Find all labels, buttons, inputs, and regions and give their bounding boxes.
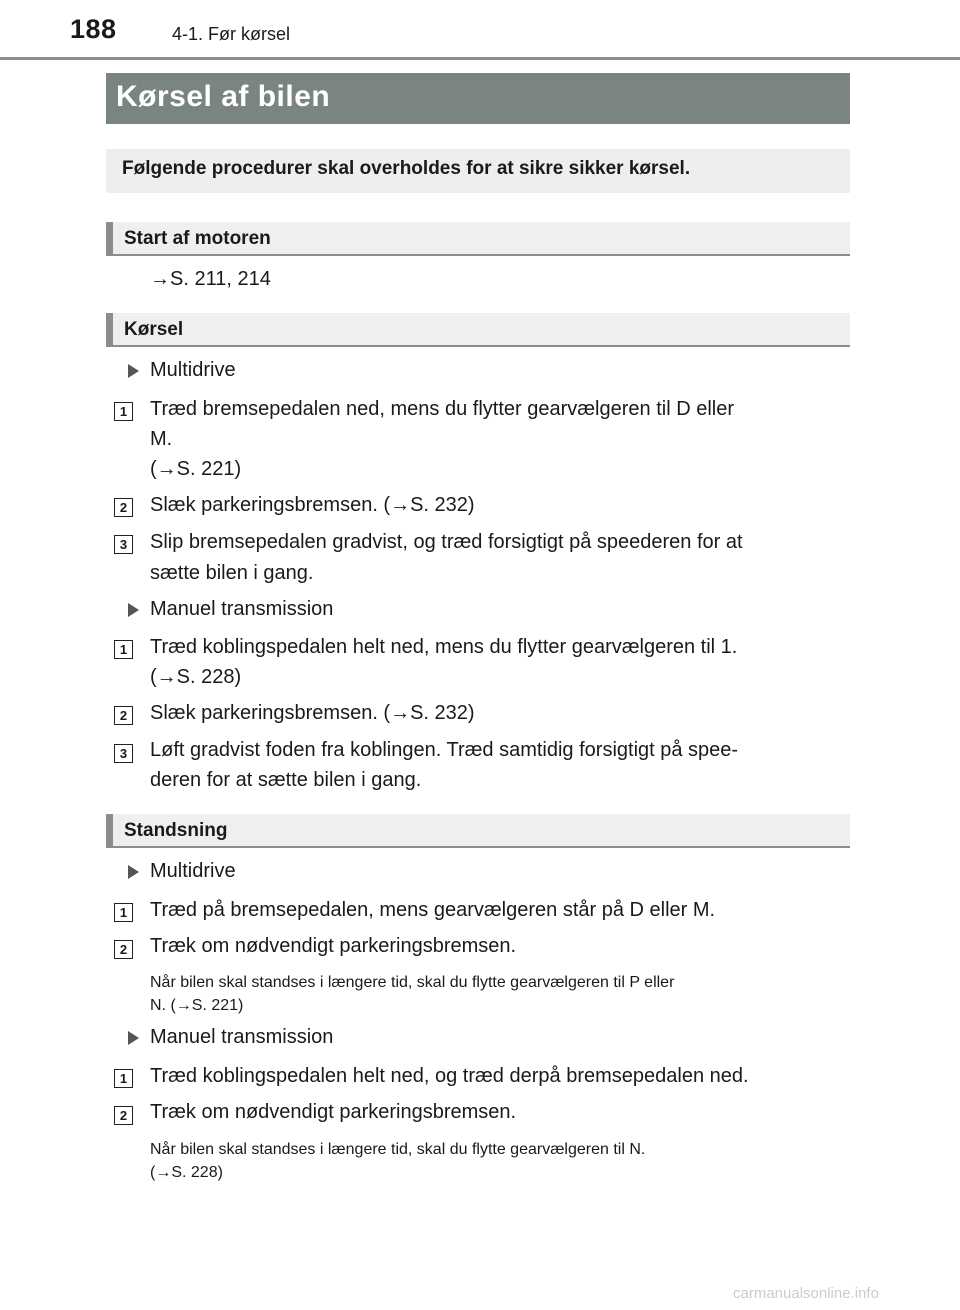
section-title-start: Start af motoren bbox=[124, 228, 271, 249]
chapter-breadcrumb: 4-1. Før kørsel bbox=[172, 24, 291, 44]
step-text: Slæk parkeringsbremsen. (→S. 232) bbox=[150, 494, 475, 516]
step-number: 3 bbox=[114, 535, 133, 554]
watermark: carmanualsonline.info bbox=[733, 1285, 879, 1302]
intro-box bbox=[106, 149, 850, 193]
step-text: Træd på bremsepedalen, mens gearvælgeren står på D eller M. bbox=[150, 899, 716, 921]
start-page-reference: →S. 211, 214 bbox=[150, 268, 271, 290]
step-text-continued: deren for at sætte bilen i gang. bbox=[150, 769, 422, 791]
step-number: 2 bbox=[114, 940, 133, 959]
step-number: 3 bbox=[114, 744, 133, 763]
section-title-driving: Kørsel bbox=[124, 319, 184, 340]
intro-text: Følgende procedurer skal overholdes for at sikre sikker kørsel. bbox=[122, 158, 691, 179]
step-number: 1 bbox=[114, 402, 133, 421]
subheading-multidrive: Multidrive bbox=[150, 359, 236, 381]
step-text-continued: sætte bilen i gang. bbox=[150, 562, 314, 584]
subheading-manual: Manuel transmission bbox=[150, 1026, 334, 1048]
step-number: 1 bbox=[114, 1069, 133, 1088]
step-text: Træd koblingspedalen helt ned, mens du flytter gearvælgeren til 1. bbox=[150, 636, 738, 658]
step-text: Løft gradvist foden fra koblingen. Træd samtidig forsigtigt på spee- bbox=[150, 739, 739, 761]
section-heading-start bbox=[106, 222, 850, 256]
step-text: Træd koblingspedalen helt ned, og træd derpå bremsepedalen ned. bbox=[150, 1065, 749, 1087]
section-marker bbox=[106, 814, 113, 846]
step-text-continued: M. bbox=[150, 428, 173, 450]
note-text: Når bilen skal standses i længere tid, skal du flytte gearvælgeren til N. bbox=[150, 1141, 646, 1158]
page-title: Kørsel af bilen bbox=[116, 80, 331, 113]
section-title-stopping: Standsning bbox=[124, 820, 228, 841]
step-number: 1 bbox=[114, 903, 133, 922]
section-marker bbox=[106, 222, 113, 254]
step-number: 1 bbox=[114, 640, 133, 659]
step-text: Slæk parkeringsbremsen. (→S. 232) bbox=[150, 702, 475, 724]
page-title-banner bbox=[106, 73, 850, 124]
subheading-multidrive: Multidrive bbox=[150, 860, 236, 882]
section-marker bbox=[106, 313, 113, 345]
note-text: Når bilen skal standses i længere tid, skal du flytte gearvælgeren til P eller bbox=[150, 974, 675, 991]
triangle-bullet-icon bbox=[128, 603, 139, 617]
step-number: 2 bbox=[114, 706, 133, 725]
step-text: Træk om nødvendigt parkeringsbremsen. bbox=[150, 1101, 517, 1123]
header-divider bbox=[0, 57, 960, 60]
step-text: Slip bremsepedalen gradvist, og træd forsigtigt på speederen for at bbox=[150, 531, 743, 553]
triangle-bullet-icon bbox=[128, 865, 139, 879]
section-heading-stopping bbox=[106, 814, 850, 848]
triangle-bullet-icon bbox=[128, 1031, 139, 1045]
subheading-manual: Manuel transmission bbox=[150, 598, 334, 620]
page-number: 188 bbox=[70, 14, 117, 44]
step-number: 2 bbox=[114, 1106, 133, 1125]
step-text: Træd bremsepedalen ned, mens du flytter gearvælgeren til D eller bbox=[150, 398, 734, 420]
step-text: Træk om nødvendigt parkeringsbremsen. bbox=[150, 935, 517, 957]
note-text-continued: (→S. 228) bbox=[150, 1164, 223, 1181]
step-number: 2 bbox=[114, 498, 133, 517]
triangle-bullet-icon bbox=[128, 364, 139, 378]
note-text-continued: N. (→S. 221) bbox=[150, 997, 244, 1014]
step-page-reference: (→S. 221) bbox=[150, 458, 242, 480]
section-heading-driving bbox=[106, 313, 850, 347]
step-page-reference: (→S. 228) bbox=[150, 666, 242, 688]
